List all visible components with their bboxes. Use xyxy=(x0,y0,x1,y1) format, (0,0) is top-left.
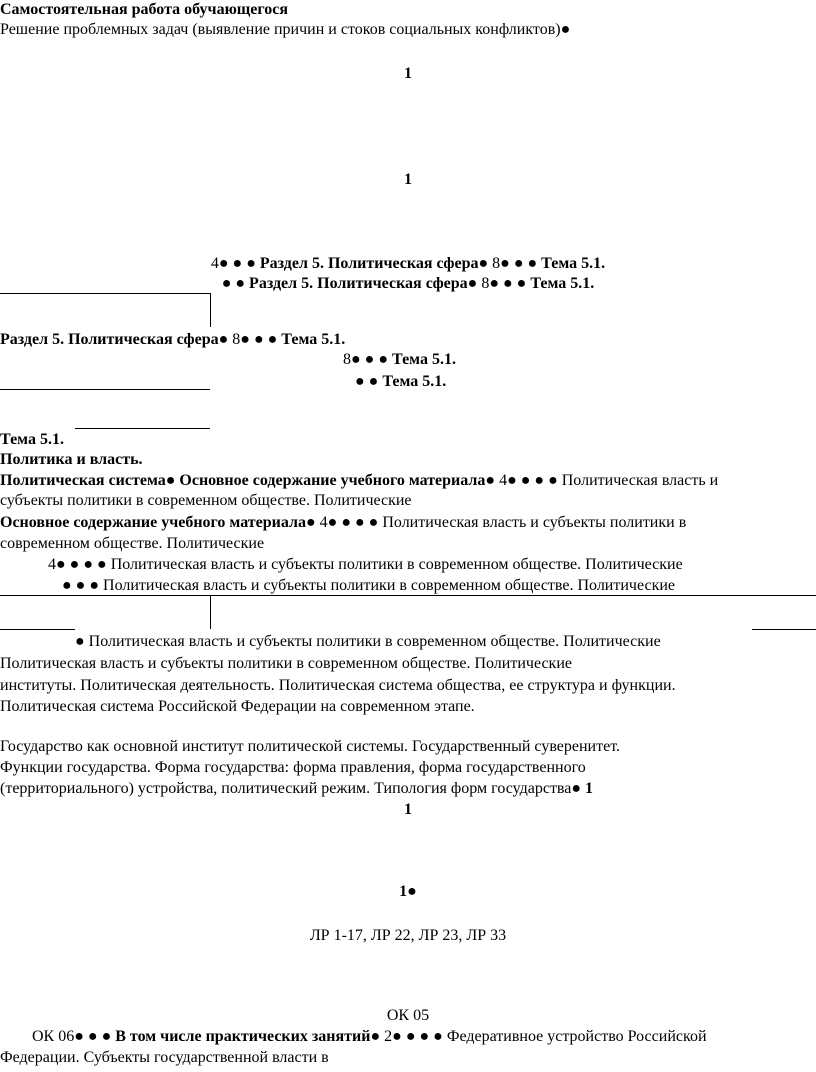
hours-4: 4 xyxy=(48,556,56,573)
table-rule xyxy=(0,629,75,630)
page-number-1b: 1 xyxy=(404,171,412,188)
section-label: Раздел 5. Политическая сфера xyxy=(259,255,479,272)
bullet-icon: ● xyxy=(74,1028,84,1045)
hours-4: 4 xyxy=(499,472,508,489)
content-label: Основное содержание учебного материала xyxy=(0,514,306,531)
bullet-icon: ● xyxy=(560,21,571,38)
topic-content-line-1 xyxy=(0,471,718,491)
topic-content-b-line-1 xyxy=(0,513,686,533)
content-text: (территориального) устройства, политический режим. Типология форм государства xyxy=(0,780,572,797)
ok-05: ОК 05 xyxy=(386,1007,430,1024)
bullet-icon: ● xyxy=(419,1028,430,1045)
hours-2: 2 xyxy=(384,1028,393,1045)
practice-label: В том числе практических занятий xyxy=(115,1028,371,1045)
content-text: Политическая власть и субъекты политики в современном обществе. Политические xyxy=(110,556,683,573)
bullet-icon: ● xyxy=(305,514,316,531)
bullet-icon: ● xyxy=(341,514,351,531)
table-rule-vertical xyxy=(210,595,211,629)
bullet-icon: ● xyxy=(527,255,538,272)
bullet-icon: ● xyxy=(253,331,264,348)
section-topic: Тема 5.1. xyxy=(530,275,595,292)
table-rule xyxy=(75,428,210,429)
bullet-icon: ● xyxy=(478,255,489,272)
bullet-icon: ● xyxy=(246,255,256,272)
bullet-icon: ● xyxy=(97,556,107,573)
content-text: Политическая власть и xyxy=(561,472,719,489)
table-rule xyxy=(0,293,210,294)
bullet-icon: ● xyxy=(571,780,582,797)
bullet-icon: ● xyxy=(69,556,80,573)
section-label: Раздел 5. Политическая сфера xyxy=(0,331,219,348)
hours-4: 4 xyxy=(210,255,219,272)
bullet-icon: ● xyxy=(548,472,558,489)
table-rule-vertical xyxy=(210,293,211,327)
body-line-2: Политическая система Российской Федерации на современном этапе. xyxy=(0,698,475,715)
body-line-3: Государство как основной институт политической системы. Государственный суверенитет. xyxy=(0,738,620,755)
body-line-0: Политическая власть и субъекты политики в современном обществе. Политические xyxy=(0,655,572,672)
bullet-icon: ● xyxy=(370,1028,381,1045)
bullet-icon: ● xyxy=(378,351,389,368)
bullet-icon: ● xyxy=(507,472,517,489)
bullet-icon: ● xyxy=(62,577,72,594)
subtitle-text: Решение проблемных задач (выявление причин и стоков социальных конфликтов) xyxy=(0,21,561,38)
hours-1: 1 xyxy=(585,780,594,797)
federal-line-2: Федерации. Субъекты государственной власти в xyxy=(0,1049,329,1066)
section-line-4 xyxy=(343,350,456,370)
bullet-icon: ● xyxy=(364,351,375,368)
table-rule xyxy=(0,595,816,596)
content-text: Политическая власть и субъекты политики в xyxy=(382,514,687,531)
section-topic: Тема 5.1. xyxy=(382,373,447,390)
page-subtitle xyxy=(0,20,570,40)
bullet-icon: ● xyxy=(75,633,85,650)
body-line-4: Функции государства. Форма государства: форма правления, форма государственного xyxy=(0,759,586,776)
body-line-1: институты. Политическая деятельность. Политическая система общества, ее структура и функции. xyxy=(0,677,676,694)
bullet-icon: ● xyxy=(355,514,365,531)
bullet-icon: ● xyxy=(87,1028,98,1045)
content-label: Основное содержание учебного материала xyxy=(179,472,486,489)
section-line-2 xyxy=(0,274,816,294)
bullet-icon: ● xyxy=(503,275,513,292)
section-line-5 xyxy=(355,372,446,392)
bullet-icon: ● xyxy=(232,255,243,272)
political-system-label: Политическая система xyxy=(0,472,166,489)
bullet-icon: ● xyxy=(516,275,527,292)
bullet-icon: ● xyxy=(221,275,232,292)
bullet-icon: ● xyxy=(368,373,379,390)
topic-name: Политика и власть. xyxy=(0,451,143,468)
bullet-icon: ● xyxy=(355,373,365,390)
ok-06: ОК 06 xyxy=(32,1028,75,1045)
section-line-3 xyxy=(0,330,345,350)
bullet-icon: ● xyxy=(83,556,94,573)
ok-06-line xyxy=(32,1027,707,1047)
section-line-1 xyxy=(0,254,816,274)
fragment-line-3 xyxy=(75,632,661,652)
page-title: Самостоятельная работа обучающегося xyxy=(0,1,289,18)
bullet-icon: ● xyxy=(405,1028,416,1045)
bullet-icon: ● xyxy=(75,577,86,594)
bullet-icon: ● xyxy=(218,331,229,348)
bullet-icon: ● xyxy=(500,255,510,272)
fragment-line-1 xyxy=(48,555,683,575)
bullet-icon: ● xyxy=(467,275,478,292)
bullet-icon: ● xyxy=(513,255,524,272)
section-topic: Тема 5.1. xyxy=(281,331,346,348)
bullet-icon: ● xyxy=(520,472,531,489)
bullet-icon: ● xyxy=(433,1028,443,1045)
bullet-icon: ● xyxy=(485,472,496,489)
hours-8: 8 xyxy=(481,275,490,292)
hours-8: 8 xyxy=(343,351,351,368)
table-rule xyxy=(0,389,210,390)
page-number-1: 1 xyxy=(404,65,412,82)
page-number-1c: 1 xyxy=(404,801,412,818)
bullet-icon: ● xyxy=(368,514,379,531)
lr-codes: ЛР 1-17, ЛР 22, ЛР 23, ЛР 33 xyxy=(309,927,507,944)
bullet-icon: ● xyxy=(89,577,100,594)
hours-4: 4 xyxy=(319,514,328,531)
hours-8: 8 xyxy=(492,255,501,272)
content-text: Политическая власть и субъекты политики в современном обществе. Политические xyxy=(88,633,661,650)
hours-1-bullet: 1● xyxy=(399,883,417,900)
bullet-icon: ● xyxy=(489,275,499,292)
content-text: Политическая власть и субъекты политики в современном обществе. Политические xyxy=(103,577,676,594)
hours-8: 8 xyxy=(232,331,241,348)
section-topic: Тема 5.1. xyxy=(392,351,456,368)
topic-title: Тема 5.1. xyxy=(0,431,64,448)
federal-text: Федеративное устройство Российской xyxy=(446,1028,707,1045)
bullet-icon: ● xyxy=(327,514,338,531)
bullet-icon: ● xyxy=(101,1028,112,1045)
bullet-icon: ● xyxy=(351,351,361,368)
bullet-icon: ● xyxy=(235,275,246,292)
bullet-icon: ● xyxy=(392,1028,402,1045)
bullet-icon: ● xyxy=(218,255,229,272)
bullet-icon: ● xyxy=(534,472,545,489)
body-line-5 xyxy=(0,779,593,799)
table-rule xyxy=(752,629,816,630)
section-label: Раздел 5. Политическая сфера xyxy=(249,275,468,292)
bullet-icon: ● xyxy=(267,331,278,348)
bullet-icon: ● xyxy=(240,331,250,348)
bullet-icon: ● xyxy=(56,556,66,573)
topic-content-line-2: субъекты политики в современном обществе. Политические xyxy=(0,492,412,509)
section-topic: Тема 5.1. xyxy=(541,255,606,272)
topic-content-b-line-2: современном обществе. Политические xyxy=(0,535,265,552)
bullet-icon: ● xyxy=(165,472,176,489)
fragment-line-2 xyxy=(62,576,675,596)
